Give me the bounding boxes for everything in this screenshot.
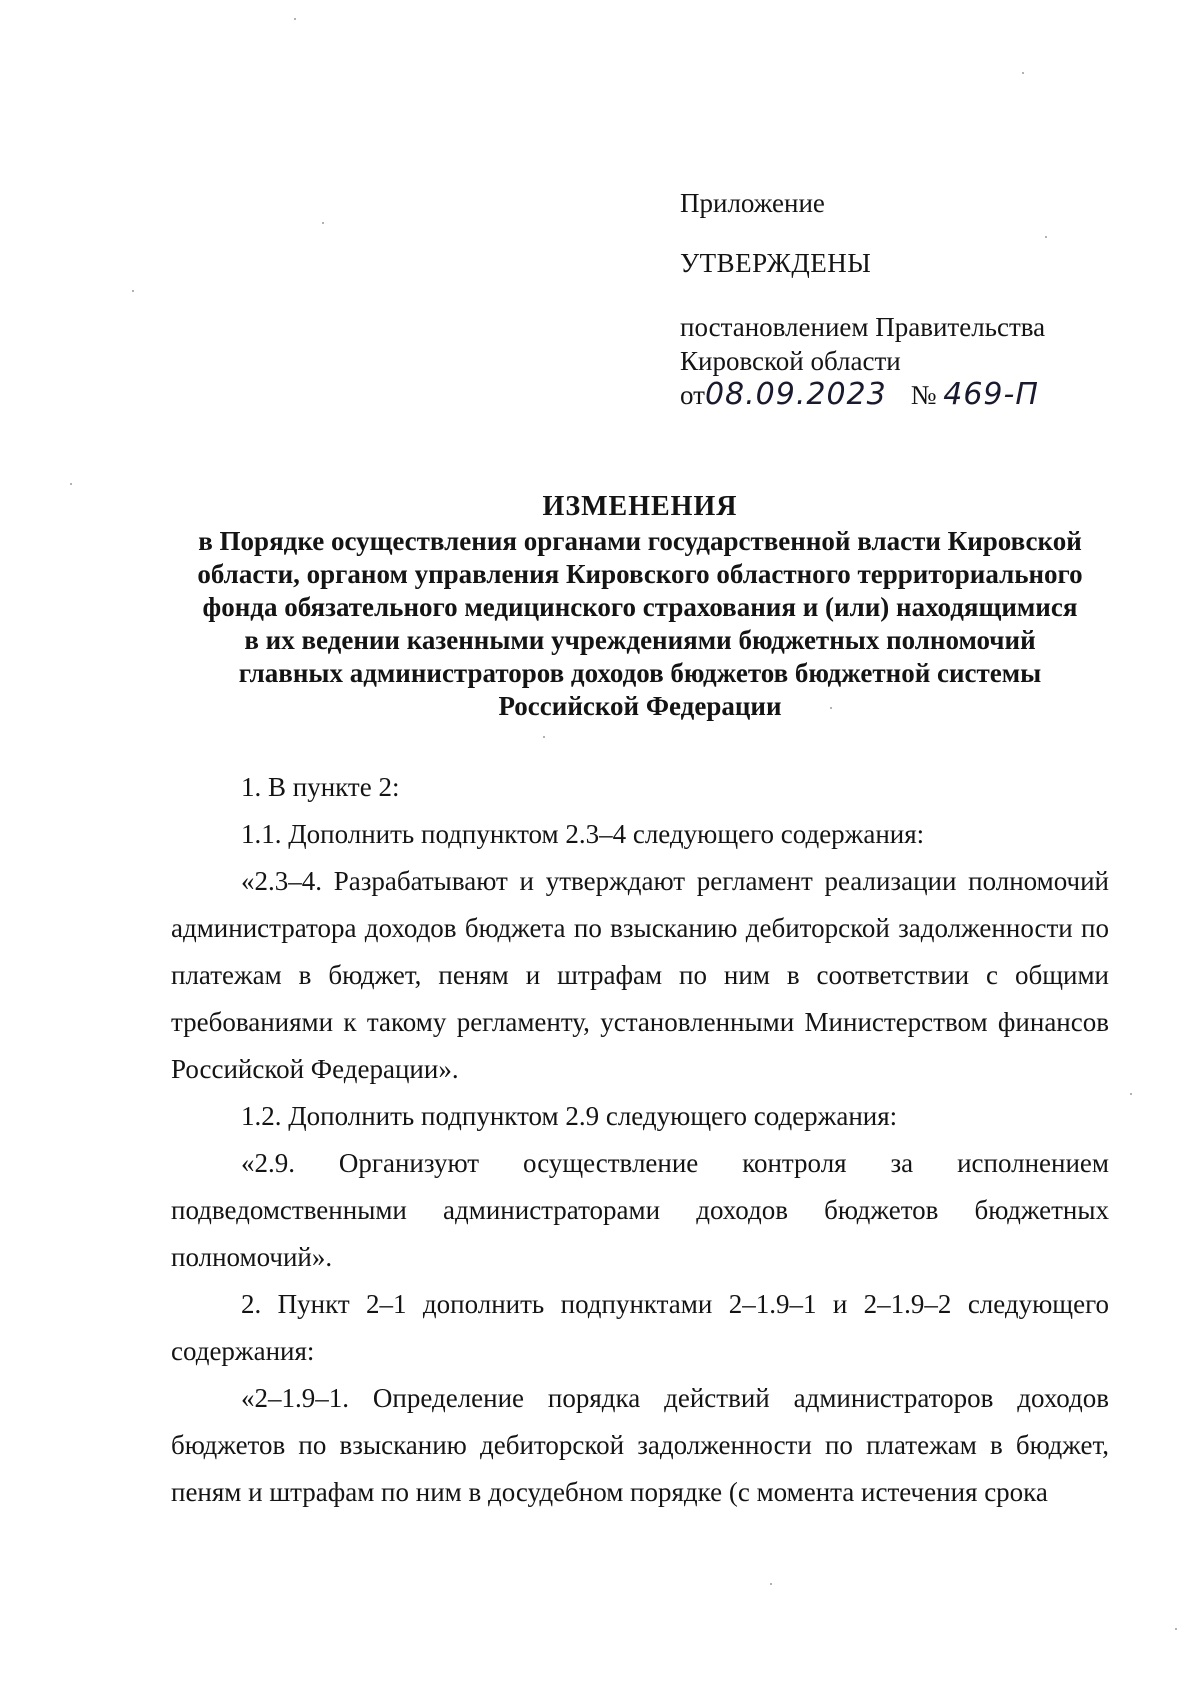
appendix-label: Приложение	[680, 188, 825, 218]
scan-speck	[770, 1583, 772, 1585]
title-line: в их ведении казенными учреждениями бюджетных полномочий	[244, 625, 1036, 655]
scan-speck	[1045, 236, 1047, 238]
scan-speck	[132, 290, 134, 292]
scan-speck	[70, 483, 72, 485]
title-line: Российской Федерации	[498, 691, 782, 721]
title-line: главных администраторов доходов бюджетов бюджетной системы	[238, 658, 1042, 688]
scan-speck	[294, 18, 296, 20]
title-heading: ИЗМЕНЕНИЯ	[542, 491, 738, 522]
handwritten-number: 469-П	[943, 377, 1039, 412]
scan-speck	[830, 707, 832, 709]
paragraph: «2.3–4. Разрабатывают и утверждают регламент реализации полномочий администратора доходов бюджета по взысканию дебиторской задолженности по платежам в бюджет, пеням и штрафам по ним в соответствии с общими требованиями к такому регламенту, установленными Министерством финансов Российской Федерации».	[171, 866, 1109, 1084]
decree-reference	[680, 310, 1120, 418]
approval-block	[680, 186, 1120, 418]
paragraph: 1.2. Дополнить подпунктом 2.9 следующего содержания:	[241, 1101, 898, 1131]
paragraph: 1. В пункте 2:	[241, 772, 400, 802]
title-line: фонда обязательного медицинского страхования и (или) находящимися	[202, 592, 1078, 622]
paragraph: «2.9. Организуют осуществление контроля за исполнением подведомственными администраторами доходов бюджетов бюджетных полномочий».	[171, 1148, 1109, 1272]
document-title	[150, 490, 1130, 723]
decree-date-number	[680, 378, 1120, 418]
scan-speck	[1130, 1093, 1132, 1095]
document-body	[171, 764, 1109, 1516]
scan-speck	[1022, 72, 1024, 74]
handwritten-date: 08.09.2023	[704, 377, 887, 412]
approved-label: УТВЕРЖДЕНЫ	[680, 248, 872, 278]
title-line: области, органом управления Кировского областного территориального	[197, 559, 1083, 589]
scan-speck	[322, 222, 324, 224]
title-line: в Порядке осуществления органами государственной власти Кировской	[198, 526, 1082, 556]
scan-speck	[543, 736, 545, 738]
paragraph: 2. Пункт 2–1 дополнить подпунктами 2–1.9–1 и 2–1.9–2 следующего содержания:	[171, 1289, 1109, 1366]
scan-speck	[1175, 1628, 1177, 1630]
number-sign: №	[910, 380, 937, 410]
date-prefix: от	[680, 380, 705, 410]
paragraph: 1.1. Дополнить подпунктом 2.3–4 следующего содержания:	[241, 819, 925, 849]
decree-line-1: постановлением Правительства	[680, 312, 1046, 342]
paragraph: «2–1.9–1. Определение порядка действий администраторов доходов бюджетов по взысканию дебиторской задолженности по платежам в бюджет, пеням и штрафам по ним в досудебном порядке (с момента истечения срока	[171, 1383, 1109, 1507]
decree-line-2: Кировской области	[680, 346, 901, 376]
